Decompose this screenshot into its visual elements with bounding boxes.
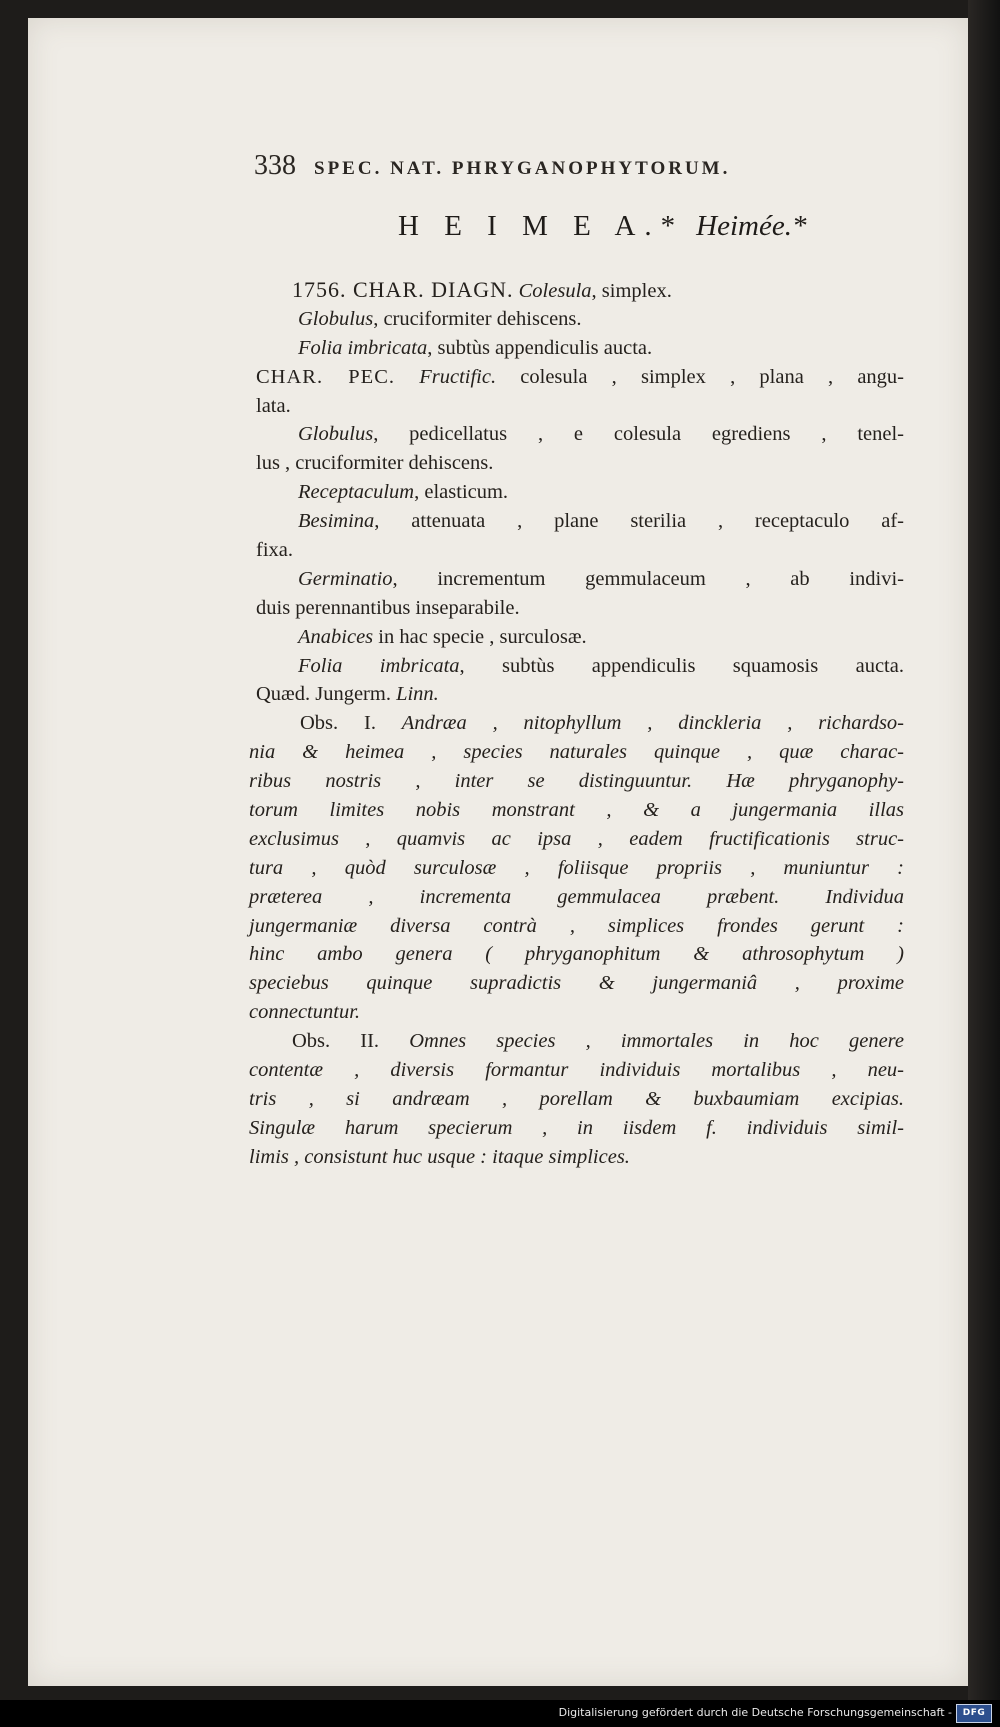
text-line: Anabices in hac specie , surculosæ.: [298, 625, 587, 648]
text-line: 1756. CHAR. DIAGN. Colesula, simplex.: [292, 277, 672, 302]
text-line: jungermaniæ diversa contrà , simplices frondes gerunt :: [249, 914, 904, 937]
dfg-logo: DFG: [956, 1704, 992, 1723]
text-line: Folia imbricata, subtùs appendiculis squamosis aucta.: [298, 654, 904, 677]
genus-latin-name: H E I M E A.*: [398, 210, 685, 242]
text-line: Singulæ harum specierum , in iisdem f. individuis simil-: [249, 1116, 904, 1139]
text-line: contentæ , diversis formantur individuis mortalibus , neu-: [249, 1059, 904, 1082]
genus-french-name: Heimée.*: [696, 210, 807, 242]
text-line: Globulus, cruciformiter dehiscens.: [298, 307, 582, 330]
text-line: lus , cruciformiter dehiscens.: [256, 452, 494, 475]
text-line: speciebus quinque supradictis & jungermaniâ , proxime: [249, 972, 904, 995]
page-edge-shadow: [968, 0, 1000, 1700]
text-line: Besimina, attenuata , plane sterilia , receptaculo af-: [298, 510, 904, 533]
text-line: exclusimus , quamvis ac ipsa , eadem fructificationis struc-: [249, 827, 904, 850]
text-line: Obs. II. Omnes species , immortales in hoc genere: [292, 1030, 904, 1053]
text-line: tris , si andræam , porellam & buxbaumiam excipias.: [249, 1087, 904, 1110]
text-line: fixa.: [256, 539, 293, 562]
text-line: Receptaculum, elasticum.: [298, 481, 509, 504]
digitization-credit: Digitalisierung gefördert durch die Deutsche Forschungsgemeinschaft -: [558, 1706, 952, 1719]
text-line: torum limites nobis monstrant , & a jungermania illas: [249, 799, 904, 822]
text-line: Folia imbricata, subtùs appendiculis aucta.: [298, 336, 653, 359]
text-line: connectuntur.: [249, 1001, 361, 1024]
body-text: [249, 276, 905, 1172]
text-line: Germinatio, incrementum gemmulaceum , ab indivi-: [298, 567, 904, 590]
text-line: Globulus, pedicellatus , e colesula egrediens , tenel-: [298, 423, 904, 446]
running-head: [254, 150, 854, 186]
genus-title: [398, 210, 828, 250]
text-line: duis perennantibus inseparabile.: [256, 596, 520, 619]
text-line: lata.: [256, 394, 291, 417]
text-line: Obs. I. Andræa , nitophyllum , dinckleria , richardso-: [300, 712, 904, 735]
text-line: nia & heimea , species naturales quinque , quæ charac-: [249, 741, 904, 764]
page-number: 338: [254, 150, 296, 181]
text-line: ribus nostris , inter se distinguuntur. Hæ phryganophy-: [249, 770, 904, 793]
text-line: limis , consistunt huc usque : itaque simplices.: [249, 1145, 630, 1168]
text-line: hinc ambo genera ( phryganophitum & athrosophytum ): [249, 943, 904, 966]
text-line: præterea , incrementa gemmulacea præbent. Individua: [249, 885, 904, 908]
text-line: tura , quòd surculosæ , foliisque propriis , muniuntur :: [249, 856, 904, 879]
text-line: Quæd. Jungerm. Linn.: [256, 683, 439, 706]
running-title: SPEC. NAT. PHRYGANOPHYTORUM.: [314, 158, 731, 179]
text-line: CHAR. PEC. Fructific. colesula , simplex , plana , angu-: [256, 365, 905, 388]
